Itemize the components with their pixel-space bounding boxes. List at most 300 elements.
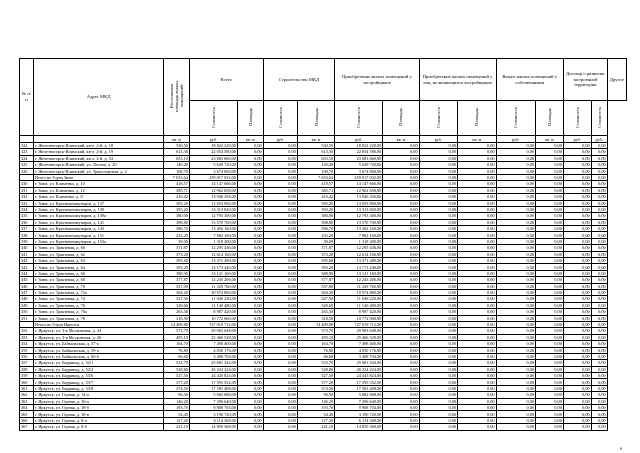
row-address: г. Зима, ул. Трактовая, д. 60 xyxy=(33,245,163,251)
cell-buyout-area: 0,00 xyxy=(458,321,496,327)
cell-dev-contract-cost: 0,00 xyxy=(563,347,591,353)
cell-acq-dev-area: 318,50 xyxy=(297,315,334,321)
cell-total-cost: 7 882 160,00 xyxy=(189,232,237,238)
row-number: 346 xyxy=(20,283,34,289)
cell-dev-contract-cost: 0,00 xyxy=(563,315,591,321)
cell-acq-nondev-cost: 0,00 xyxy=(419,162,457,168)
cell-dev-contract-area: 0,00 xyxy=(536,251,564,257)
cell-construction-area: 0,00 xyxy=(237,315,263,321)
cell-acq-nondev-cost: 0,00 xyxy=(419,181,457,187)
cell-total-cost: 14 850 368,00 xyxy=(189,424,237,430)
cell-dev-contract-cost: 0,00 xyxy=(563,289,591,295)
cell-buyout-cost: 0,00 xyxy=(496,373,536,379)
unit-construction-area: кв. м xyxy=(237,136,263,143)
cell-total-cost: 7 498 400,00 xyxy=(189,341,237,347)
cell-acq-dev-area: 233,20 xyxy=(297,232,334,238)
cell-construction-area: 0,00 xyxy=(237,392,263,398)
cell-buyout-area: 0,00 xyxy=(458,162,496,168)
cell-resettled-area: 318,50 xyxy=(164,315,190,321)
cell-dev-contract-area: 0,00 xyxy=(536,143,564,149)
cell-buyout-cost: 0,00 xyxy=(496,232,536,238)
cell-dev-contract-cost: 0,00 xyxy=(563,398,591,404)
cell-buyout-area: 0,00 xyxy=(458,353,496,359)
cell-buyout-area: 0,00 xyxy=(458,296,496,302)
cell-other-cost: 0,00 xyxy=(591,424,607,430)
cell-buyout-area: 0,00 xyxy=(458,206,496,212)
row-address: г. Зима, ул. Трактовая, д. 62 xyxy=(33,251,163,257)
cell-total-cost: 13 371 280,00 xyxy=(189,258,237,264)
cell-construction-cost: 0,00 xyxy=(263,149,297,155)
cell-dev-contract-cost: 0,00 xyxy=(563,162,591,168)
header-number: № п/п xyxy=(20,59,34,136)
cell-buyout-cost: 0,00 xyxy=(496,258,536,264)
cell-other-cost: 0,00 xyxy=(591,238,607,244)
cell-acq-dev-area: 396,70 xyxy=(297,226,334,232)
cell-construction-cost: 0,00 xyxy=(263,405,297,411)
cell-dev-contract-area: 0,00 xyxy=(536,353,564,359)
row-address: г. Зима, ул. Трактовая, д. 68 xyxy=(33,277,163,283)
cell-construction-cost: 0,00 xyxy=(263,373,297,379)
row-address: г. Зима, ул. Краснокоммунаров, д. 141 xyxy=(33,219,163,225)
row-number: 348 xyxy=(20,296,34,302)
cell-acq-nondev-area: 0,00 xyxy=(383,187,419,193)
cell-acq-dev-area: 393,20 xyxy=(297,264,334,270)
cell-acq-dev-area: 7 633,64 xyxy=(297,174,334,180)
cell-acq-dev-area: 304,20 xyxy=(297,289,334,295)
cell-total-cost: 3 190 720,00 xyxy=(189,411,237,417)
cell-construction-area: 0,00 xyxy=(237,289,263,295)
cell-dev-contract-area: 0,00 xyxy=(536,187,564,193)
cell-construction-area: 0,00 xyxy=(237,168,263,174)
cell-other-cost: 0,00 xyxy=(591,149,607,155)
cell-acq-dev-area: 127,20 xyxy=(297,417,334,423)
cell-dev-contract-area: 0,00 xyxy=(536,411,564,417)
resettlement-table-sheet xyxy=(19,58,627,431)
cell-other-cost: 0,00 xyxy=(591,251,607,257)
cell-acq-dev-cost: 26 224 224,00 xyxy=(335,366,383,372)
cell-construction-area: 0,00 xyxy=(237,411,263,417)
cell-dev-contract-area: 0,00 xyxy=(536,328,564,334)
cell-acq-nondev-area: 0,00 xyxy=(383,353,419,359)
cell-resettled-area: 613,30 xyxy=(164,149,190,155)
cell-buyout-cost: 0,00 xyxy=(496,328,536,334)
cell-construction-cost: 0,00 xyxy=(263,379,297,385)
header-dev-contract-cost: Стоимость xyxy=(563,101,591,136)
cell-acq-dev-cost: 3 408 704,00 xyxy=(335,353,383,359)
cell-resettled-area: 54,40 xyxy=(164,411,190,417)
cell-buyout-cost: 0,00 xyxy=(496,411,536,417)
cell-resettled-area: 377,87 xyxy=(164,277,190,283)
row-address: г. Зима, ул. Краснокоммунаров, д. 153а xyxy=(33,238,163,244)
cell-dev-contract-cost: 0,00 xyxy=(563,181,591,187)
row-number: 336 xyxy=(20,219,34,225)
cell-acq-dev-cost: 6 114 368,00 xyxy=(335,417,383,423)
cell-construction-area: 0,00 xyxy=(237,424,263,430)
unit-acq-nondev-area: кв. м xyxy=(383,136,419,143)
cell-acq-dev-cost: 4 050 176,00 xyxy=(335,347,383,353)
cell-dev-contract-area: 0,00 xyxy=(536,347,564,353)
cell-total-cost: 5 082 688,00 xyxy=(189,392,237,398)
cell-other-cost: 0,00 xyxy=(591,334,607,340)
cell-buyout-area: 0,00 xyxy=(458,245,496,251)
cell-acq-nondev-area: 0,00 xyxy=(383,417,419,423)
cell-acq-dev-cost: 12 962 658,00 xyxy=(335,187,383,193)
cell-acq-nondev-cost: 0,00 xyxy=(419,379,457,385)
cell-construction-cost: 0,00 xyxy=(263,411,297,417)
cell-acq-nondev-cost: 0,00 xyxy=(419,264,457,270)
cell-acq-dev-area: 374,50 xyxy=(297,385,334,391)
table-row xyxy=(20,424,627,430)
cell-buyout-area: 0,00 xyxy=(458,398,496,404)
row-number: 364 xyxy=(20,405,34,411)
cell-total-cost: 13 121 160,00 xyxy=(189,270,237,276)
cell-other-cost: 0,00 xyxy=(591,168,607,174)
cell-acq-nondev-area: 0,00 xyxy=(383,366,419,372)
row-address: г. Железногорск-Илимский, кв-л. 2-й, д. 18 xyxy=(33,143,163,149)
cell-dev-contract-cost: 0,00 xyxy=(563,277,591,283)
cell-acq-dev-cost: 13 173 240,00 xyxy=(335,264,383,270)
cell-dev-contract-area: 0,00 xyxy=(536,296,564,302)
header-acq-dev-cost: Стоимость xyxy=(335,101,383,136)
cell-buyout-cost: 0,00 xyxy=(496,251,536,257)
cell-construction-cost: 0,00 xyxy=(263,232,297,238)
cell-construction-area: 0,00 xyxy=(237,258,263,264)
row-number: 347 xyxy=(20,289,34,295)
cell-total-cost: 3 674 060,00 xyxy=(189,168,237,174)
cell-construction-area: 0,00 xyxy=(237,194,263,200)
cell-total-cost: 4 050 176,00 xyxy=(189,347,237,353)
cell-resettled-area: 39,00 xyxy=(164,238,190,244)
cell-acq-dev-cost: 29 963 648,00 xyxy=(335,328,383,334)
cell-acq-nondev-cost: 0,00 xyxy=(419,219,457,225)
cell-dev-contract-cost: 0,00 xyxy=(563,424,591,430)
cell-acq-dev-area: 573,70 xyxy=(297,328,334,334)
cell-buyout-area: 0,00 xyxy=(458,174,496,180)
cell-other-cost: 0,00 xyxy=(591,296,607,302)
cell-buyout-area: 0,00 xyxy=(458,277,496,283)
cell-buyout-area: 0,00 xyxy=(458,360,496,366)
row-address: г. Железногорск-Илимский, ул. Лесная, д. 20 xyxy=(33,162,163,168)
cell-acq-dev-cost: 5 649 720,00 xyxy=(335,162,383,168)
cell-resettled-area: 149,40 xyxy=(164,162,190,168)
cell-acq-nondev-area: 0,00 xyxy=(383,213,419,219)
cell-acq-dev-cost: 25 466 528,00 xyxy=(335,334,383,340)
cell-buyout-area: 0,00 xyxy=(458,302,496,308)
cell-dev-contract-area: 0,00 xyxy=(536,385,564,391)
row-address: г. Железногорск-Илимский, кв-л. 2-й, д. 54 xyxy=(33,155,163,161)
cell-acq-dev-area: 527,50 xyxy=(297,373,334,379)
cell-dev-contract-cost: 0,00 xyxy=(563,194,591,200)
cell-other-cost: 0,00 xyxy=(591,213,607,219)
cell-acq-dev-area: 54,40 xyxy=(297,411,334,417)
cell-acq-dev-cost: 13 492 160,00 xyxy=(335,226,383,232)
cell-buyout-cost: 0,00 xyxy=(496,174,536,180)
cell-buyout-area: 0,00 xyxy=(458,315,496,321)
cell-buyout-cost: 0,00 xyxy=(496,296,536,302)
row-address: г. Зима, ул. Трактовая, д. 63 xyxy=(33,258,163,264)
cell-acq-nondev-cost: 0,00 xyxy=(419,245,457,251)
cell-dev-contract-cost: 0,00 xyxy=(563,328,591,334)
cell-acq-dev-cost: 14 147 666,00 xyxy=(335,181,383,187)
row-number: 333 xyxy=(20,200,34,206)
cell-dev-contract-cost: 0,00 xyxy=(563,206,591,212)
row-number: 339 xyxy=(20,238,34,244)
cell-construction-area: 0,00 xyxy=(237,232,263,238)
row-address: г. Зима, ул. Клименко, д. 12 xyxy=(33,187,163,193)
cell-construction-area: 0,00 xyxy=(237,181,263,187)
cell-acq-nondev-area: 0,00 xyxy=(383,328,419,334)
cell-resettled-area: 385,71 xyxy=(164,187,190,193)
cell-construction-cost: 0,00 xyxy=(263,226,297,232)
row-number: 365 xyxy=(20,411,34,417)
cell-construction-area: 0,00 xyxy=(237,251,263,257)
cell-dev-contract-cost: 0,00 xyxy=(563,251,591,257)
cell-acq-dev-area: 146,20 xyxy=(297,398,334,404)
cell-dev-contract-area: 0,00 xyxy=(536,200,564,206)
cell-acq-dev-area: 76,80 xyxy=(297,347,334,353)
cell-total-cost: 11 329 760,00 xyxy=(189,283,237,289)
cell-resettled-area: 377,20 xyxy=(164,379,190,385)
cell-resettled-area: 410,42 xyxy=(164,194,190,200)
cell-buyout-area: 0,00 xyxy=(458,347,496,353)
cell-acq-nondev-cost: 0,00 xyxy=(419,251,457,257)
cell-other-cost: 0,00 xyxy=(591,283,607,289)
cell-acq-dev-area: 380,00 xyxy=(297,213,334,219)
cell-acq-nondev-area: 0,00 xyxy=(383,392,419,398)
row-number: 359 xyxy=(20,373,34,379)
row-address: Итого по Горзи Зима xyxy=(33,174,163,180)
cell-acq-nondev-area: 0,00 xyxy=(383,181,419,187)
cell-buyout-area: 0,00 xyxy=(458,155,496,161)
cell-buyout-cost: 0,00 xyxy=(496,200,536,206)
cell-construction-area: 0,00 xyxy=(237,405,263,411)
cell-buyout-area: 0,00 xyxy=(458,270,496,276)
cell-other-cost: 0,00 xyxy=(591,187,607,193)
cell-total-cost: 23 683 660,00 xyxy=(189,155,237,161)
row-number: 325 xyxy=(20,162,34,168)
cell-dev-contract-cost: 0,00 xyxy=(563,309,591,315)
cell-acq-nondev-area: 0,00 xyxy=(383,219,419,225)
cell-construction-cost: 0,00 xyxy=(263,341,297,347)
cell-acq-nondev-cost: 0,00 xyxy=(419,302,457,308)
cell-dev-contract-cost: 0,00 xyxy=(563,270,591,276)
cell-other-cost: 0,00 xyxy=(591,181,607,187)
row-address: Итого по Горзи Иркутск xyxy=(33,321,163,327)
cell-buyout-area: 0,00 xyxy=(458,232,496,238)
cell-dev-contract-area: 0,00 xyxy=(536,334,564,340)
cell-construction-cost: 0,00 xyxy=(263,264,297,270)
cell-acq-dev-cost: 13 313 820,00 xyxy=(335,206,383,212)
cell-dev-contract-cost: 0,00 xyxy=(563,296,591,302)
cell-acq-nondev-cost: 0,00 xyxy=(419,411,457,417)
cell-dev-contract-area: 0,00 xyxy=(536,283,564,289)
cell-construction-cost: 0,00 xyxy=(263,155,297,161)
row-address: г. Иркутск, ул. 3-я Московская, д. 26 xyxy=(33,334,163,340)
cell-resettled-area: 528,80 xyxy=(164,366,190,372)
cell-dev-contract-cost: 0,00 xyxy=(563,353,591,359)
cell-total-cost: 13 313 820,00 xyxy=(189,206,237,212)
cell-other-cost: 0,00 xyxy=(591,206,607,212)
header-buyout-cost: Стоимость xyxy=(496,101,536,136)
cell-resettled-area: 373,20 xyxy=(164,251,190,257)
cell-acq-nondev-cost: 0,00 xyxy=(419,277,457,283)
cell-acq-nondev-area: 0,00 xyxy=(383,341,419,347)
cell-total-cost: 727 019 712,00 xyxy=(189,321,237,327)
cell-dev-contract-area: 0,00 xyxy=(536,226,564,232)
page-number: 6 xyxy=(620,446,622,451)
cell-buyout-cost: 0,00 xyxy=(496,245,536,251)
header-buyout-area: Площадь xyxy=(458,101,496,136)
cell-total-cost: 10 974 860,00 xyxy=(189,289,237,295)
cell-dev-contract-area: 0,00 xyxy=(536,181,564,187)
cell-acq-dev-cost: 12 793 300,00 xyxy=(335,213,383,219)
cell-resettled-area: 193,70 xyxy=(164,405,190,411)
resettlement-table xyxy=(19,58,627,431)
cell-buyout-area: 0,00 xyxy=(458,283,496,289)
cell-total-cost: 3 408 704,00 xyxy=(189,353,237,359)
cell-construction-area: 0,00 xyxy=(237,283,263,289)
row-address: г. Зима, ул. Трактовая, д. 70 xyxy=(33,283,163,289)
cell-dev-contract-area: 0,00 xyxy=(536,424,564,430)
cell-buyout-area: 0,00 xyxy=(458,373,496,379)
cell-buyout-cost: 0,00 xyxy=(496,194,536,200)
cell-resettled-area: 371,87 xyxy=(164,245,190,251)
row-number: 353 xyxy=(20,334,34,340)
cell-acq-dev-area: 373,20 xyxy=(297,251,334,257)
cell-acq-dev-cost: 14 850 368,00 xyxy=(335,424,383,430)
header-other-cost: Стоимость xyxy=(591,101,607,136)
cell-dev-contract-area: 0,00 xyxy=(536,155,564,161)
row-address: г. Иркутск, ул. Байкальская, д. 57-а xyxy=(33,341,163,347)
cell-dev-contract-area: 0,00 xyxy=(536,302,564,308)
cell-acq-nondev-area: 0,00 xyxy=(383,411,419,417)
cell-buyout-area: 0,00 xyxy=(458,334,496,340)
cell-dev-contract-area: 0,00 xyxy=(536,194,564,200)
table-body xyxy=(20,143,627,431)
cell-dev-contract-cost: 0,00 xyxy=(563,238,591,244)
row-number: 349 xyxy=(20,302,34,308)
header-acquisition-developers: Приобретение жилых помещений у застройщиков xyxy=(335,59,419,101)
row-number: 335 xyxy=(20,213,34,219)
cell-construction-area: 0,00 xyxy=(237,155,263,161)
row-number: 355 xyxy=(20,347,34,353)
row-number: 366 xyxy=(20,417,34,423)
row-number: 345 xyxy=(20,277,34,283)
cell-construction-area: 0,00 xyxy=(237,270,263,276)
cell-resettled-area: 395,60 xyxy=(164,258,190,264)
cell-construction-area: 0,00 xyxy=(237,226,263,232)
header-total-cost: Стоимость xyxy=(189,101,237,136)
row-address: г. Иркутск, ул. Горная, д. 14-а xyxy=(33,392,163,398)
row-number: 342 xyxy=(20,258,34,264)
cell-dev-contract-area: 0,00 xyxy=(536,392,564,398)
cell-buyout-cost: 0,00 xyxy=(496,353,536,359)
cell-other-cost: 0,00 xyxy=(591,392,607,398)
cell-dev-contract-cost: 0,00 xyxy=(563,366,591,372)
cell-total-cost: 12 614 160,00 xyxy=(189,251,237,257)
cell-acq-dev-cost: 25 681 344,00 xyxy=(335,360,383,366)
cell-buyout-area: 0,00 xyxy=(458,264,496,270)
cell-buyout-cost: 0,00 xyxy=(496,405,536,411)
cell-construction-cost: 0,00 xyxy=(263,219,297,225)
cell-acq-dev-area: 39,00 xyxy=(297,238,334,244)
cell-acq-dev-area: 193,70 xyxy=(297,405,334,411)
cell-buyout-cost: 0,00 xyxy=(496,341,536,347)
cell-acq-dev-cost: 11 049 220,00 xyxy=(335,296,383,302)
cell-acq-dev-area: 265,30 xyxy=(297,309,334,315)
row-number: 331 xyxy=(20,187,34,193)
cell-resettled-area: 393,20 xyxy=(164,264,190,270)
cell-acq-nondev-area: 0,00 xyxy=(383,264,419,270)
cell-construction-cost: 0,00 xyxy=(263,360,297,366)
unit-acq-nondev-cost: руб. xyxy=(419,136,457,143)
cell-dev-contract-cost: 0,00 xyxy=(563,232,591,238)
cell-construction-area: 0,00 xyxy=(237,360,263,366)
cell-acq-nondev-cost: 0,00 xyxy=(419,309,457,315)
cell-acq-nondev-area: 0,00 xyxy=(383,270,419,276)
cell-buyout-cost: 0,00 xyxy=(496,392,536,398)
cell-other-cost: 0,00 xyxy=(591,405,607,411)
cell-construction-area: 0,00 xyxy=(237,398,263,404)
cell-acq-dev-area: 14 409,80 xyxy=(297,321,334,327)
cell-buyout-area: 0,00 xyxy=(458,417,496,423)
cell-other-cost: 0,00 xyxy=(591,411,607,417)
row-address: г. Иркутск, ул. Горная, д. 18-в xyxy=(33,411,163,417)
cell-resettled-area: 573,70 xyxy=(164,328,190,334)
cell-buyout-cost: 0,00 xyxy=(496,360,536,366)
cell-buyout-area: 0,00 xyxy=(458,392,496,398)
cell-dev-contract-area: 0,00 xyxy=(536,168,564,174)
cell-resettled-area: 14 409,80 xyxy=(164,321,190,327)
cell-acq-nondev-cost: 0,00 xyxy=(419,424,457,430)
cell-acq-nondev-cost: 0,00 xyxy=(419,168,457,174)
cell-buyout-area: 0,00 xyxy=(458,405,496,411)
cell-acq-dev-area: 395,20 xyxy=(297,200,334,206)
row-number: 332 xyxy=(20,194,34,200)
cell-dev-contract-area: 0,00 xyxy=(536,405,564,411)
cell-acq-dev-area: 377,20 xyxy=(297,379,334,385)
row-address: г. Иркутск, ул. Горная, д. 16-а xyxy=(33,398,163,404)
cell-construction-cost: 0,00 xyxy=(263,315,297,321)
cell-acq-dev-cost: 13 570 700,00 xyxy=(335,219,383,225)
cell-buyout-cost: 0,00 xyxy=(496,143,536,149)
cell-buyout-cost: 0,00 xyxy=(496,309,536,315)
cell-buyout-area: 0,00 xyxy=(458,309,496,315)
cell-total-cost: 25 466 528,00 xyxy=(189,334,237,340)
cell-acq-dev-cost: 7 882 160,00 xyxy=(335,232,383,238)
cell-total-cost: 26 224 224,00 xyxy=(189,366,237,372)
cell-buyout-cost: 0,00 xyxy=(496,302,536,308)
cell-other-cost: 0,00 xyxy=(591,277,607,283)
row-address: г. Иркутск, ул. 3-я Московская, д. 24 xyxy=(33,328,163,334)
cell-construction-cost: 0,00 xyxy=(263,392,297,398)
cell-acq-nondev-area: 0,00 xyxy=(383,155,419,161)
cell-total-cost: 17 581 408,00 xyxy=(189,385,237,391)
cell-buyout-cost: 0,00 xyxy=(496,162,536,168)
header-construction-area: Площадь xyxy=(237,101,263,136)
row-number: 338 xyxy=(20,232,34,238)
cell-resettled-area: 76,80 xyxy=(164,347,190,353)
cell-construction-area: 0,00 xyxy=(237,149,263,155)
cell-buyout-area: 0,00 xyxy=(458,194,496,200)
cell-construction-cost: 0,00 xyxy=(263,328,297,334)
cell-buyout-area: 0,00 xyxy=(458,328,496,334)
cell-buyout-area: 0,00 xyxy=(458,143,496,149)
cell-dev-contract-cost: 0,00 xyxy=(563,245,591,251)
unit-buyout-cost: руб. xyxy=(496,136,536,143)
cell-total-cost: 12 962 658,00 xyxy=(189,187,237,193)
row-address: г. Зима, ул. Трактовая, д. 64 xyxy=(33,264,163,270)
